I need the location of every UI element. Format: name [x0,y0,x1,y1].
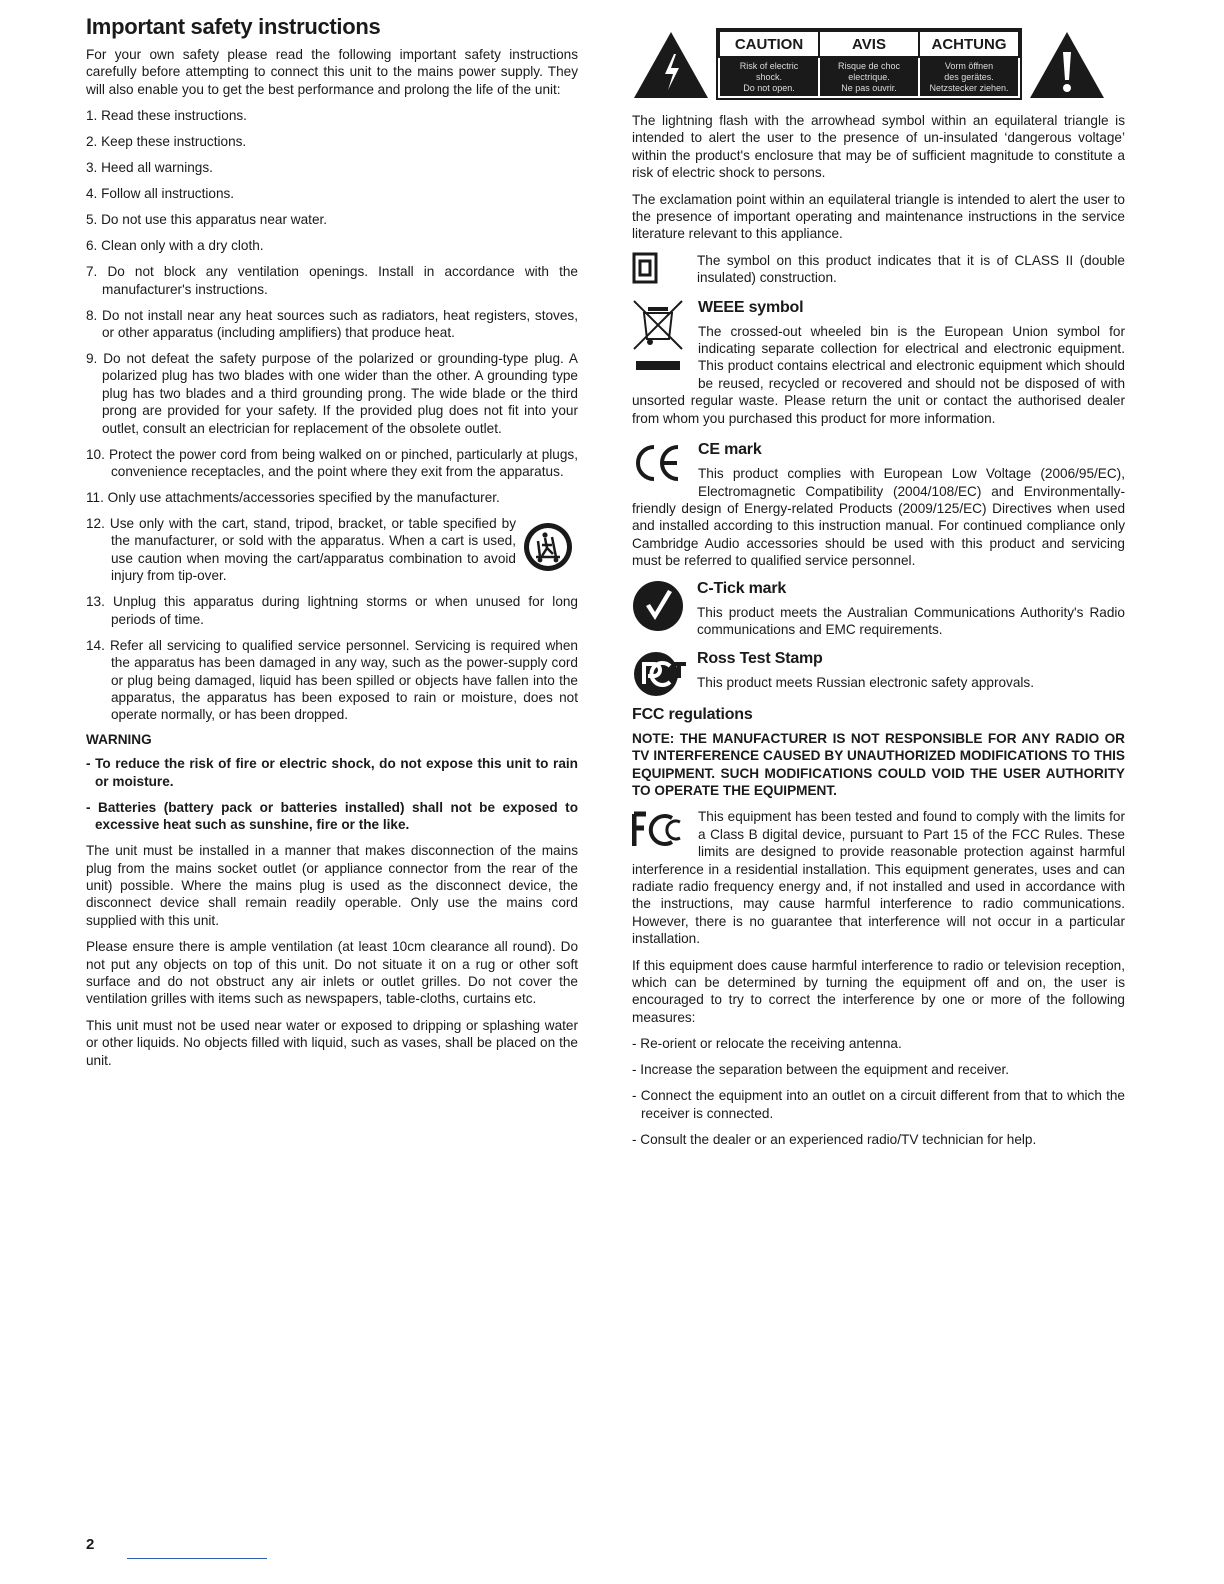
left-column [86,14,578,1078]
warning-item: - To reduce the risk of fire or electric shock, do not expose this unit to rain or moisture. [86,756,578,789]
avis-header: AVIS [819,31,919,57]
list-item: 7. Do not block any ventilation openings. Install in accordance with the manufacturer's instructions. [86,264,578,297]
fcc-logo-icon [632,810,684,850]
class2-paragraph: The symbol on this product indicates that it is of CLASS II (double insulated) construction. [697,252,1125,286]
measure-item: - Connect the equipment into an outlet on a circuit different from that to which the receiver is connected. [632,1088,1125,1121]
caution-banner [632,30,1125,104]
warning-item: - Batteries (battery pack or batteries installed) shall not be exposed to excessive heat such as sunshine, fire or the like. [86,799,578,833]
ross-title: Ross Test Stamp [697,650,823,668]
list-item: 9. Do not defeat the safety purpose of the polarized or grounding-type plug. A polarized plug has two blades with one wider than the other. A grounding type plug has two blades and a third grounding prong. The wide blade or the third prong are provided for your safety. If the provided plug does not fit into your outlet, consult an electrician for replacement of the obsolete outlet. [86,351,578,436]
ross-paragraph: This product meets Russian electronic safety approvals. [697,675,1034,691]
list-item: 13. Unplug this apparatus during lightning storms or when unused for long periods of time. [86,594,578,627]
ross-section [632,650,1125,691]
list-item-cart [86,515,578,585]
fcc-title: FCC regulations [632,705,753,723]
list-item: 4. Follow all instructions. [86,186,235,202]
caution-text: Risk of electric shock. Do not open. [719,57,819,97]
list-item: 2. Keep these instructions. [86,134,247,150]
lightning-triangle-icon [632,30,710,100]
measure-item: - Increase the separation between the equipment and receiver. [632,1062,1010,1078]
ce-mark-icon [632,441,684,485]
footer-divider [127,1558,267,1559]
lightning-paragraph: The lightning flash with the arrowhead symbol within an equilateral triangle is intended to alert the user to the presence of un-insulated ‘dangerous voltage’ within the product's enclosure that may be of sufficient magnitude to constitute a risk of electric shock to persons. [632,113,1125,181]
cart-warning-icon [522,521,574,573]
caution-header: CAUTION [719,31,819,57]
class2-section [632,252,1125,287]
fcc-paragraph: This equipment has been tested and found to comply with the limits for a Class B digital device, pursuant to Part 15 of the FCC Rules. These limits are designed to provide reasonable protection against harmful interference in a residential installation. This equipment generates, uses and can radiate radio frequency energy and, if not installed and used in accordance with the instructions, may cause harmful interference to radio communications. However, there is no guarantee that interference will not occur in a particular installation. [632,809,1125,947]
measure-item: - Consult the dealer or an experienced radio/TV technician for help. [632,1131,1037,1147]
intro-paragraph: For your own safety please read the following important safety instructions carefully before attempting to connect this unit to the mains power supply. They will also enable you to get the best performance and prolong the life of the unit: [86,47,578,97]
ross-test-stamp-icon [632,650,688,698]
caution-table [718,30,1020,98]
ctick-mark-icon [632,580,684,632]
list-item: 8. Do not install near any heat sources such as radiators, heat registers, stoves, or other apparatus (including amplifiers) that produce heat. [86,307,578,341]
list-item: 14. Refer all servicing to qualified service personnel. Servicing is required when the apparatus has been damaged in any way, such as the power-supply cord or plug being damaged, liquid has been spilled or objects have fallen into the apparatus, the apparatus has been exposed to rain or moisture, does not operate normally, or has been dropped. [86,637,578,723]
avis-text: Risque de choc electrique. Ne pas ouvrir. [819,57,919,97]
exclamation-paragraph: The exclamation point within an equilateral triangle is intended to alert the user to the presence of important operating and maintenance instructions in the service literature relevant to this appliance. [632,191,1125,242]
fcc-note: NOTE: THE MANUFACTURER IS NOT RESPONSIBLE FOR ANY RADIO OR TV INTERFERENCE CAUSED BY UNAUTHORIZED MODIFICATIONS TO THIS EQUIPMENT. SUCH MODIFICATIONS COULD VOID THE USER AUTHORITY TO OPERATE THE EQUIPMENT. [632,730,1125,798]
ce-title: CE mark [698,441,762,459]
class2-double-square-icon [632,250,658,286]
cart-item-text: 12. Use only with the cart, stand, tripod, bracket, or table specified by the manufacturer, or sold with the apparatus. When a cart is used, use caution when moving the cart/apparatus combination to avoid injury from tip-over. [86,516,516,584]
weee-title: WEEE symbol [698,298,804,316]
list-item: 10. Protect the power cord from being walked on or pinched, particularly at plugs, convenience receptacles, and the point where they exit from the apparatus. [86,446,578,480]
achtung-header: ACHTUNG [919,31,1019,57]
achtung-text: Vorm öffnen des gerätes. Netzstecker ziehen. [919,57,1019,97]
ctick-section [632,580,1125,639]
page-number: 2 [86,1536,95,1553]
warning-heading: WARNING [86,732,152,748]
water-paragraph: This unit must not be used near water or exposed to dripping or splashing water or other liquids. No objects filled with liquid, such as vases, shall be placed on the unit. [86,1017,578,1068]
measure-item: - Re-orient or relocate the receiving antenna. [632,1036,902,1052]
instruction-list [86,107,578,724]
disconnect-paragraph: The unit must be installed in a manner that makes disconnection of the mains plug from the mains socket outlet (or appliance connector from the rear of the unit) possible. Where the mains plug is used as the disconnect device, the disconnect device shall remain readily operable. Only use the mains cord supplied with this unit. [86,843,578,928]
ventilation-paragraph: Please ensure there is ample ventilation (at least 10cm clearance all round). Do not put any objects on top of this unit. Do not situate it on a rug or other soft surface and do not obstruct any air inlets or outlet grilles. Do not cover the ventilation grilles with items such as newspapers, table-cloths, curtains etc. [86,939,578,1007]
ctick-paragraph: This product meets the Australian Communications Authority's Radio communications and EMC requirements. [697,604,1125,637]
list-item: 3. Heed all warnings. [86,160,213,176]
weee-paragraph: The crossed-out wheeled bin is the European Union symbol for indicating separate collection for electrical and electronic equipment. This product contains electrical and electronic equipment which should be reused, recycled or recovered and should not be disposed of with unsorted regular waste. Please return the unit or contact the authorised dealer from whom you purchased this product for more information. [632,323,1125,426]
exclamation-triangle-icon [1028,30,1106,100]
list-item: 6. Clean only with a dry cloth. [86,238,264,254]
weee-section [632,299,1125,427]
fcc-section [632,808,1125,947]
ctick-title: C-Tick mark [697,579,787,597]
fcc-paragraph-2: If this equipment does cause harmful interference to radio or television reception, which can be determined by turning the equipment off and on, the user is encouraged to try to correct the interference by one or more of the following measures: [632,957,1125,1025]
right-column [632,30,1125,1157]
list-item: 1. Read these instructions. [86,108,247,124]
weee-bin-icon [632,299,684,377]
ce-paragraph: This product complies with European Low Voltage (2006/95/EC), Electromagnetic Compatibility (2004/108/EC) and Environmentally-friendly design of Energy-related Products (2009/125/EC) Directives when used and installed according to this instruction manual. For continued compliance only Cambridge Audio accessories should be used with this product and servicing must be referred to qualified service personnel. [632,466,1125,569]
page-title: Important safety instructions [86,14,381,39]
ce-section [632,441,1125,569]
list-item: 11. Only use attachments/accessories specified by the manufacturer. [86,490,500,506]
list-item: 5. Do not use this apparatus near water. [86,212,328,228]
